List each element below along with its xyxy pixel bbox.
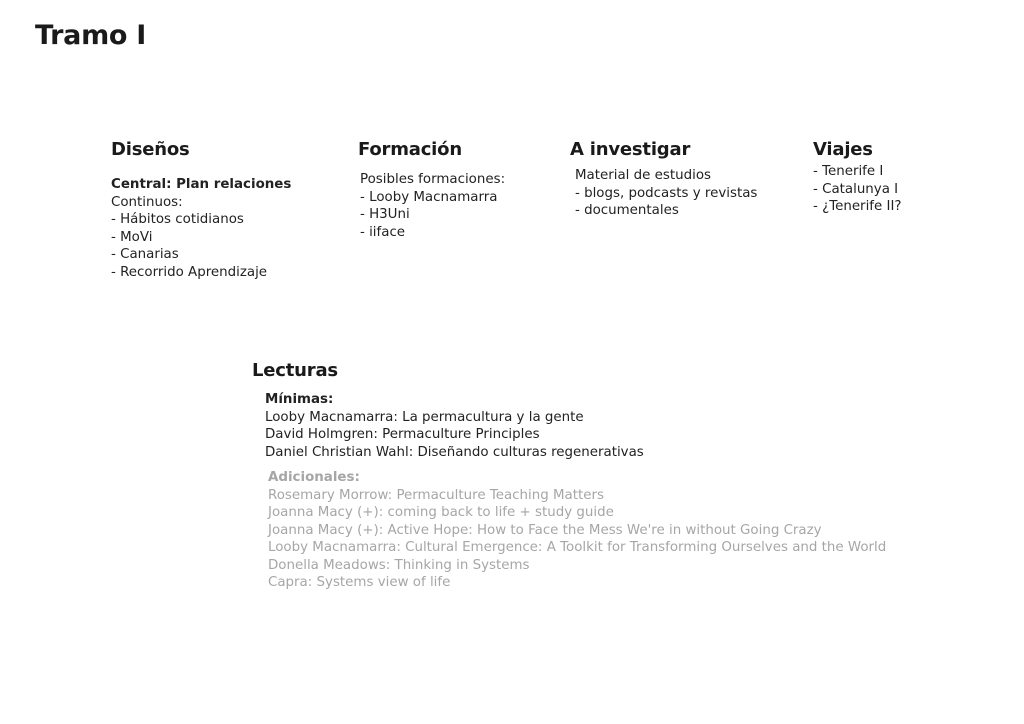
section-heading-investigar: A investigar <box>570 139 691 160</box>
lecturas-minimas-label: Mínimas: <box>265 392 334 407</box>
formacion-list <box>360 171 505 241</box>
section-lecturas <box>252 360 886 592</box>
section-formacion <box>358 139 505 241</box>
lecturas-adicionales-item: Joanna Macy (+): Active Hope: How to Face the Mess We're in without Going Crazy <box>268 522 822 538</box>
disenos-line: - MoVi <box>111 229 153 245</box>
viajes-list <box>813 163 902 216</box>
formacion-line: - iiface <box>360 224 406 240</box>
lecturas-adicionales-item: Donella Meadows: Thinking in Systems <box>268 557 530 573</box>
lecturas-adicionales-label: Adicionales: <box>268 470 360 485</box>
disenos-line: - Canarias <box>111 247 179 262</box>
lecturas-minimas-item: Daniel Christian Wahl: Diseñando culturas regenerativas <box>265 444 644 460</box>
formacion-line: Posibles formaciones: <box>360 172 506 187</box>
page-title: Tramo I <box>35 20 147 51</box>
lecturas-minimas-item: David Holmgren: Permaculture Principles <box>265 427 540 442</box>
formacion-line: - Looby Macnamarra <box>360 189 498 205</box>
section-investigar <box>570 139 757 220</box>
investigar-list <box>575 167 757 220</box>
disenos-line: Continuos: <box>111 194 183 210</box>
section-heading-lecturas: Lecturas <box>252 360 338 381</box>
disenos-line: - Hábitos cotidianos <box>111 212 244 227</box>
section-viajes <box>813 139 902 216</box>
lecturas-minimas-list <box>265 391 886 461</box>
lecturas-minimas-item: Looby Macnamarra: La permacultura y la gente <box>265 409 584 425</box>
lecturas-adicionales-item: Joanna Macy (+): coming back to life + study guide <box>268 505 614 520</box>
lecturas-adicionales-item: Looby Macnamarra: Cultural Emergence: A Toolkit for Transforming Ourselves and the World <box>268 540 887 555</box>
disenos-line: - Recorrido Aprendizaje <box>111 264 268 280</box>
lecturas-adicionales-list <box>268 469 886 592</box>
investigar-line: - blogs, podcasts y revistas <box>575 185 758 201</box>
section-heading-viajes: Viajes <box>813 139 873 160</box>
investigar-line: - documentales <box>575 203 679 218</box>
investigar-line: Material de estudios <box>575 168 711 183</box>
viajes-line: - Tenerife I <box>813 164 884 179</box>
section-heading-formacion: Formación <box>358 139 462 160</box>
section-disenos <box>111 139 291 281</box>
viajes-line: - Catalunya I <box>813 181 899 197</box>
disenos-list <box>111 176 291 281</box>
lecturas-adicionales-item: Capra: Systems view of life <box>268 575 451 590</box>
formacion-line: - H3Uni <box>360 207 410 222</box>
lecturas-adicionales-item: Rosemary Morrow: Permaculture Teaching Matters <box>268 487 604 503</box>
viajes-line: - ¿Tenerife II? <box>813 199 902 214</box>
section-heading-disenos: Diseños <box>111 139 190 160</box>
disenos-central: Central: Plan relaciones <box>111 177 292 192</box>
